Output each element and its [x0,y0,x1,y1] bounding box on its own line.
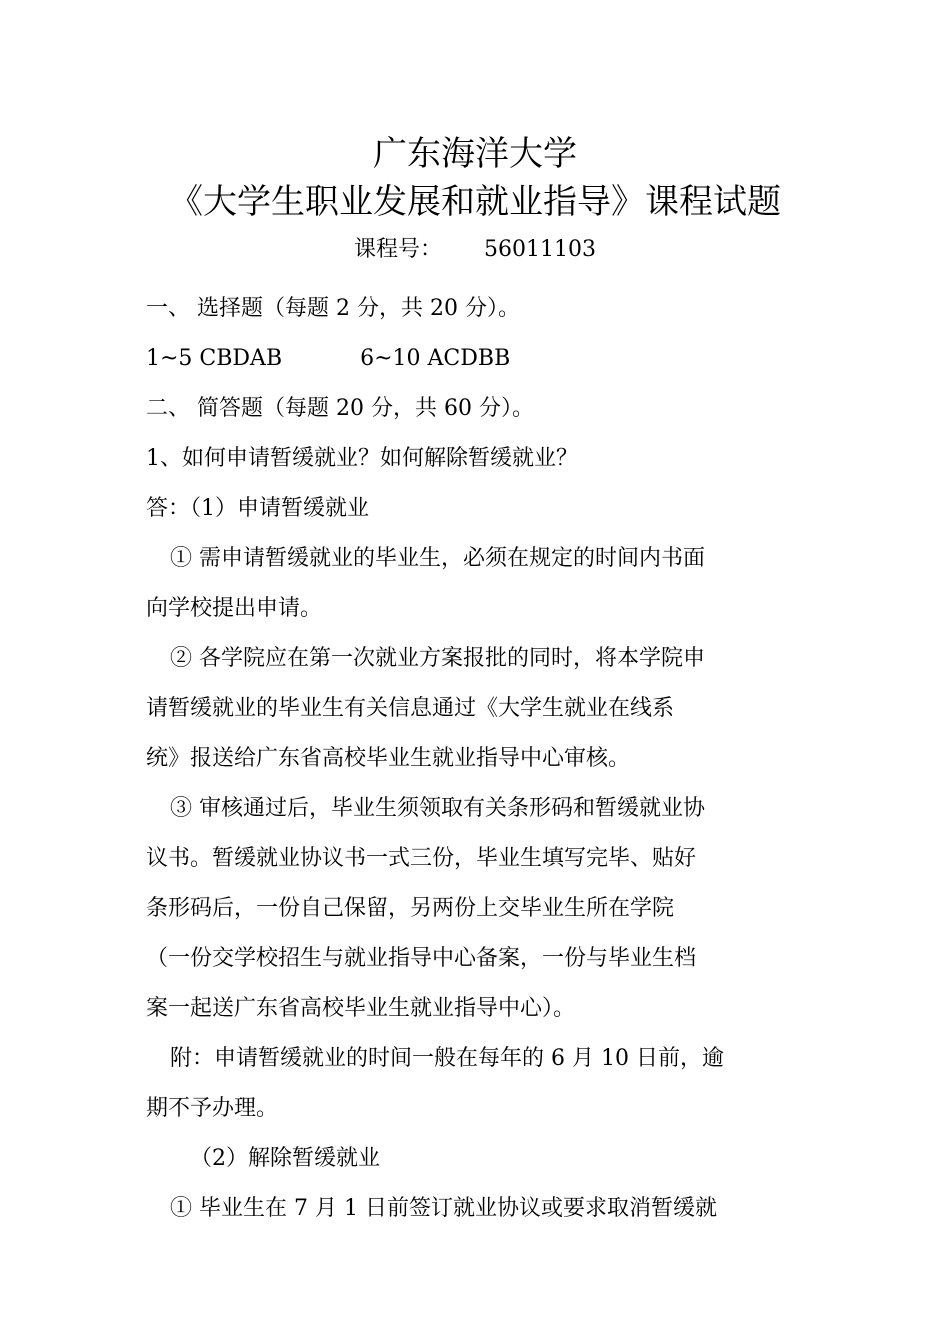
answer-line: ③ 审核通过后，毕业生须领取有关条形码和暂缓就业协 [170,796,705,821]
course-number-line [0,234,950,266]
course-number-label: 课程号： [354,237,443,262]
answer-line: 请暂缓就业的毕业生有关信息通过《大学生就业在线系 [146,696,675,721]
answer-line: （一份交学校招生与就业指导中心备案，一份与毕业生档 [146,946,697,971]
note-line: 附：申请暂缓就业的时间一般在每年的 6 月 10 日前，逾 [170,1046,724,1071]
sub2-heading: （2）解除暂缓就业 [190,1146,380,1171]
course-title: 《大学生职业发展和就业指导》课程试题 [169,182,781,222]
question-1: 1、如何申请暂缓就业？如何解除暂缓就业？ [146,446,578,471]
sub2-line: ① 毕业生在 7 月 1 日前签订就业协议或要求取消暂缓就 [170,1196,717,1221]
note-line: 期不予办理。 [146,1096,279,1121]
exam-body [146,284,806,1234]
answers-1-5: 1~5 CBDAB [146,346,283,371]
answer-line: 案一起送广东省高校毕业生就业指导中心）。 [146,996,576,1021]
answer-line: 条形码后，一份自己保留，另两份上交毕业生所在学院 [146,896,675,921]
choice-answers [146,334,806,384]
answer-line: 向学校提出申请。 [146,596,323,621]
answers-6-10: 6~10 ACDBB [360,346,511,371]
answer-line: ② 各学院应在第一次就业方案报批的同时，将本学院申 [170,646,705,671]
answer-intro: 答：（1）申请暂缓就业 [146,496,369,521]
answer-line: 议书。暂缓就业协议书一式三份，毕业生填写完毕、贴好 [146,846,697,871]
section1-heading: 一、 选择题（每题 2 分，共 20 分）。 [146,296,520,321]
section2-heading: 二、 简答题（每题 20 分，共 60 分）。 [146,396,534,421]
course-number: 56011103 [484,237,596,262]
answer-line: 统》报送给广东省高校毕业生就业指导中心审核。 [146,746,631,771]
university-title: 广东海洋大学 [373,134,577,174]
answer-line: ① 需申请暂缓就业的毕业生，必须在规定的时间内书面 [170,546,705,571]
